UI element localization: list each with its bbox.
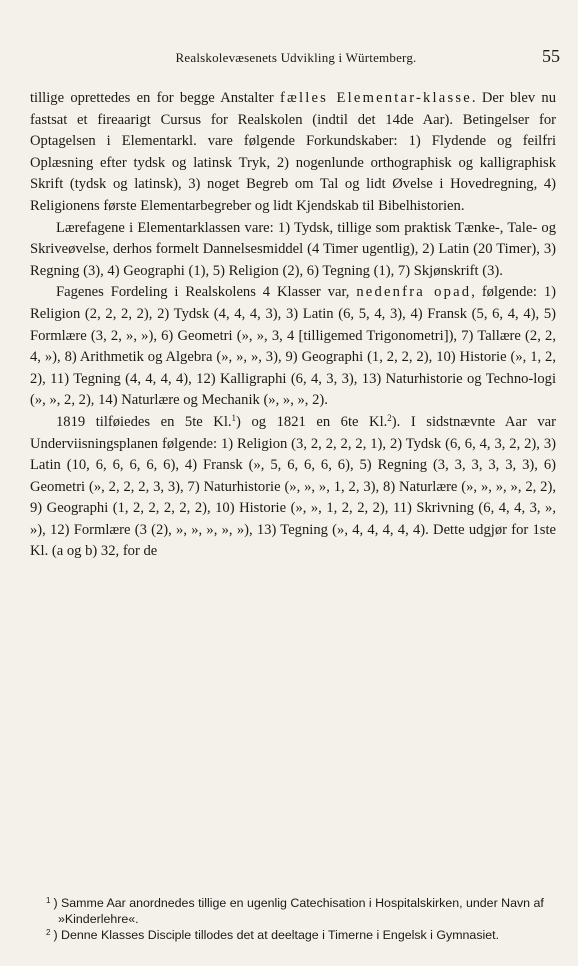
footnote-text: ) Samme Aar anordnedes tillige en ugenlig Catechisation i Hospitalskirken, under Navn af »Kinderlehre«.	[53, 896, 544, 926]
footnote-ref-1[interactable]: 1	[231, 412, 237, 423]
paragraph-1-start: tillige oprettedes en for begge Anstalter	[30, 90, 280, 106]
footnotes	[30, 895, 556, 943]
page-number: 55	[542, 46, 560, 66]
body-text	[30, 88, 556, 563]
paragraph-1	[30, 88, 556, 218]
footnote-mark: 1	[46, 896, 51, 905]
footnote-1	[30, 895, 556, 927]
paragraph-4-start: 1819 tilføiedes en 5te Kl.	[56, 413, 232, 430]
paragraph-4	[30, 412, 556, 563]
running-head: Realskolevæsenets Udvikling i Würtemberg.	[175, 50, 417, 65]
page-header	[30, 46, 562, 70]
footnote-mark: 2	[46, 928, 51, 937]
paragraph-1-rest: . Der blev nu fastsat et fireaarigt Cursus for Realskolen (indtil det 14de Aar). Betingelser for Optagelsen i Elementarkl. vare følgende Forkundskaber: 1) Flydende og feilfri Oplæsning efter tydsk og latinsk Tryk, 2) nogenlunde orthographisk og kalligraphisk Skrift (tydsk og latinsk), 3) noget Begreb om Tal og lidt Øvelse i Hovedregning, 4) Religionens første Elementarbegreber og lidt Kjendskab til Bibelhistorien.	[30, 90, 556, 214]
paragraph-4-mid: ) og 1821 en 6te Kl.	[236, 413, 388, 430]
spaced-emphasis: fælles Elementar-klasse	[279, 90, 472, 106]
paragraph-3-start: Fagenes Fordeling i Realskolens 4 Klasser var,	[56, 284, 357, 301]
paragraph-3	[30, 282, 556, 412]
paragraph-3-rest: , følgende: 1) Religion (2, 2, 2, 2), 2) Tydsk (4, 4, 4, 3), 3) Latin (6, 5, 4, 3), 4) Fransk (5, 6, 4, 4), 5) Formlære (3, 2, », »), 6) Geometri (», », 3, 4 [tilligemed Trigonometri]), 7) Tallære (2, 2, 4, »), 8) Arithmetik og Algebra (», », », 3), 9) Geographi (1, 2, 2, 2), 10) Historie (», 1, 2, 2), 11) Tegning (4, 4, 4, 4), 12) Kalligraphi (6, 4, 3, 3), 13) Naturhistorie og Techno-logi (», », 2, 2), 14) Naturlære og Mechanik (», », », 2).	[30, 284, 556, 409]
paragraph-2: Lærefagene i Elementarklassen vare: 1) Tydsk, tillige som praktisk Tænke-, Tale- og Skriveøvelse, derhos formelt Dannelsesmiddel (4 Timer ugentlig), 2) Latin (20 Timer), 3) Regning (3), 4) Geographi (1), 5) Religion (2), 6) Tegning (1), 7) Skjønskrift (3).	[30, 219, 556, 279]
footnote-ref-2[interactable]: 2	[387, 412, 392, 423]
paragraph-4-rest: ). I sidstnævnte Aar var Underviisningsplanen følgende: 1) Religion (3, 2, 2, 2, 2, 1), 2) Tydsk (6, 6, 4, 3, 2, 2), 3) Latin (10, 6, 6, 6, 6, 6), 4) Fransk (», 5, 6, 6, 6, 6), 5) Regning (3, 3, 3, 3, 3, 3), 6) Geometri (», 2, 2, 2, 3, 3), 7) Naturhistorie (», », », 1, 2, 3), 8) Naturlære (», », », », 2, 2), 9) Geographi (1, 2, 2, 2, 2, 2), 10) Historie (», », 1, 2, 2, 2), 11) Skrivning (6, 4, 4, 3, », »), 12) Formlære (3 (2), », », », », »), 13) Tegning (», 4, 4, 4, 4, 4). Dette udgjør for 1ste Kl. (a og b) 32, for de	[30, 413, 556, 560]
footnote-text: ) Denne Klasses Disciple tillodes det at deeltage i Timerne i Engelsk i Gymnasiet.	[53, 928, 500, 942]
footnote-2	[30, 927, 556, 943]
spaced-emphasis: nedenfra opad	[356, 284, 472, 301]
